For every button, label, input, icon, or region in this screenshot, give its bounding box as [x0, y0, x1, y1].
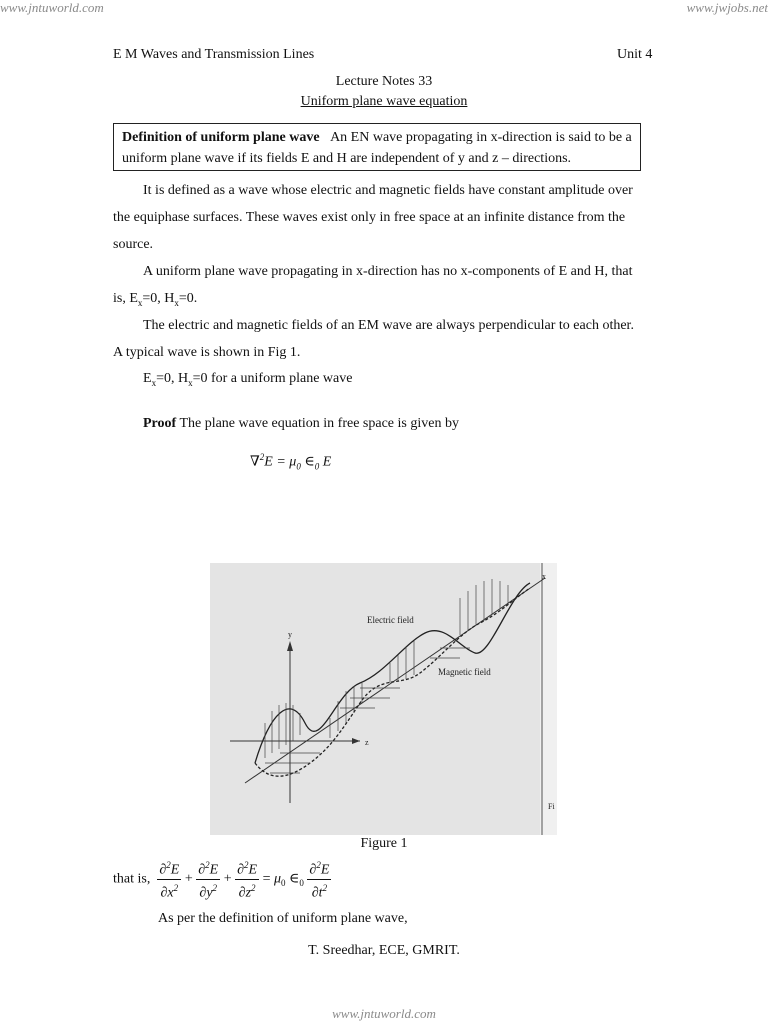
author-footer: T. Sreedhar, ECE, GMRIT. — [308, 943, 460, 958]
wave-equation: $\nabla^2E = \mu_0$ $\in_0$ E — [250, 452, 332, 472]
axis-x-label: x — [542, 572, 546, 581]
watermark-top-right: www.jwjobs.net — [686, 0, 768, 15]
proof-text: The plane wave equation in free space is given by — [179, 416, 459, 431]
proof-label: Proof — [143, 416, 177, 431]
axis-z-label: z — [365, 738, 369, 747]
em-wave-diagram — [210, 563, 557, 835]
definition-box — [113, 123, 641, 171]
partial-wave-equation: that is, $\frac{\partial^2E}{\partial x^2}$ + $\frac{\partial^2E}{\partial y^2}$ + $\frac{\partial^2E}{\partial z^2}$ = $\mu_0$ $\in_0$ $\frac{\partial^2E}{\partial t^2}$ — [113, 857, 331, 901]
figure-corner-text: Fi — [548, 802, 555, 811]
unit-label: Unit 4 — [617, 47, 653, 62]
as-per-line: As per the definition of uniform plane wave, — [158, 911, 408, 926]
label-magnetic-field: Magnetic field — [438, 667, 491, 677]
figure-1-image — [210, 563, 557, 835]
definition-text: An EN wave propagating in x-direction is said to be a uniform plane wave if its fields E and H are independent of y and z – directions. — [122, 130, 632, 166]
paragraph-1: It is defined as a wave whose electric and magnetic fields have constant amplitude over the equiphase surfaces. These waves exist only in free space at an infinite distance from the source. — [113, 183, 633, 252]
course-title: E M Waves and Transmission Lines — [113, 47, 315, 62]
watermark-bottom: www.jntuworld.com — [332, 1006, 436, 1021]
lecture-topic: Uniform plane wave equation — [300, 94, 468, 109]
watermark-top-left: www.jntuworld.com — [0, 0, 104, 15]
paragraph-3: The electric and magnetic fields of an EM wave are always perpendicular to each other. A typical wave is shown in Fig 1. — [113, 318, 634, 360]
lecture-number: Lecture Notes 33 — [335, 74, 433, 89]
definition-term: Definition of uniform plane wave — [122, 130, 320, 145]
axis-y-label: y — [288, 630, 292, 639]
label-electric-field: Electric field — [367, 615, 414, 625]
that-is-label: that is, — [113, 871, 151, 887]
paragraph-4: $E_x=0$, $H_x=0$ for a uniform plane wave — [143, 371, 353, 388]
proof-line — [143, 410, 459, 437]
figure-caption: Figure 1 — [360, 836, 408, 851]
paragraph-2: A uniform plane wave propagating in x-direction has no x-components of E and H, that is, $E_x=0$, $H_x=0$. — [113, 264, 633, 308]
